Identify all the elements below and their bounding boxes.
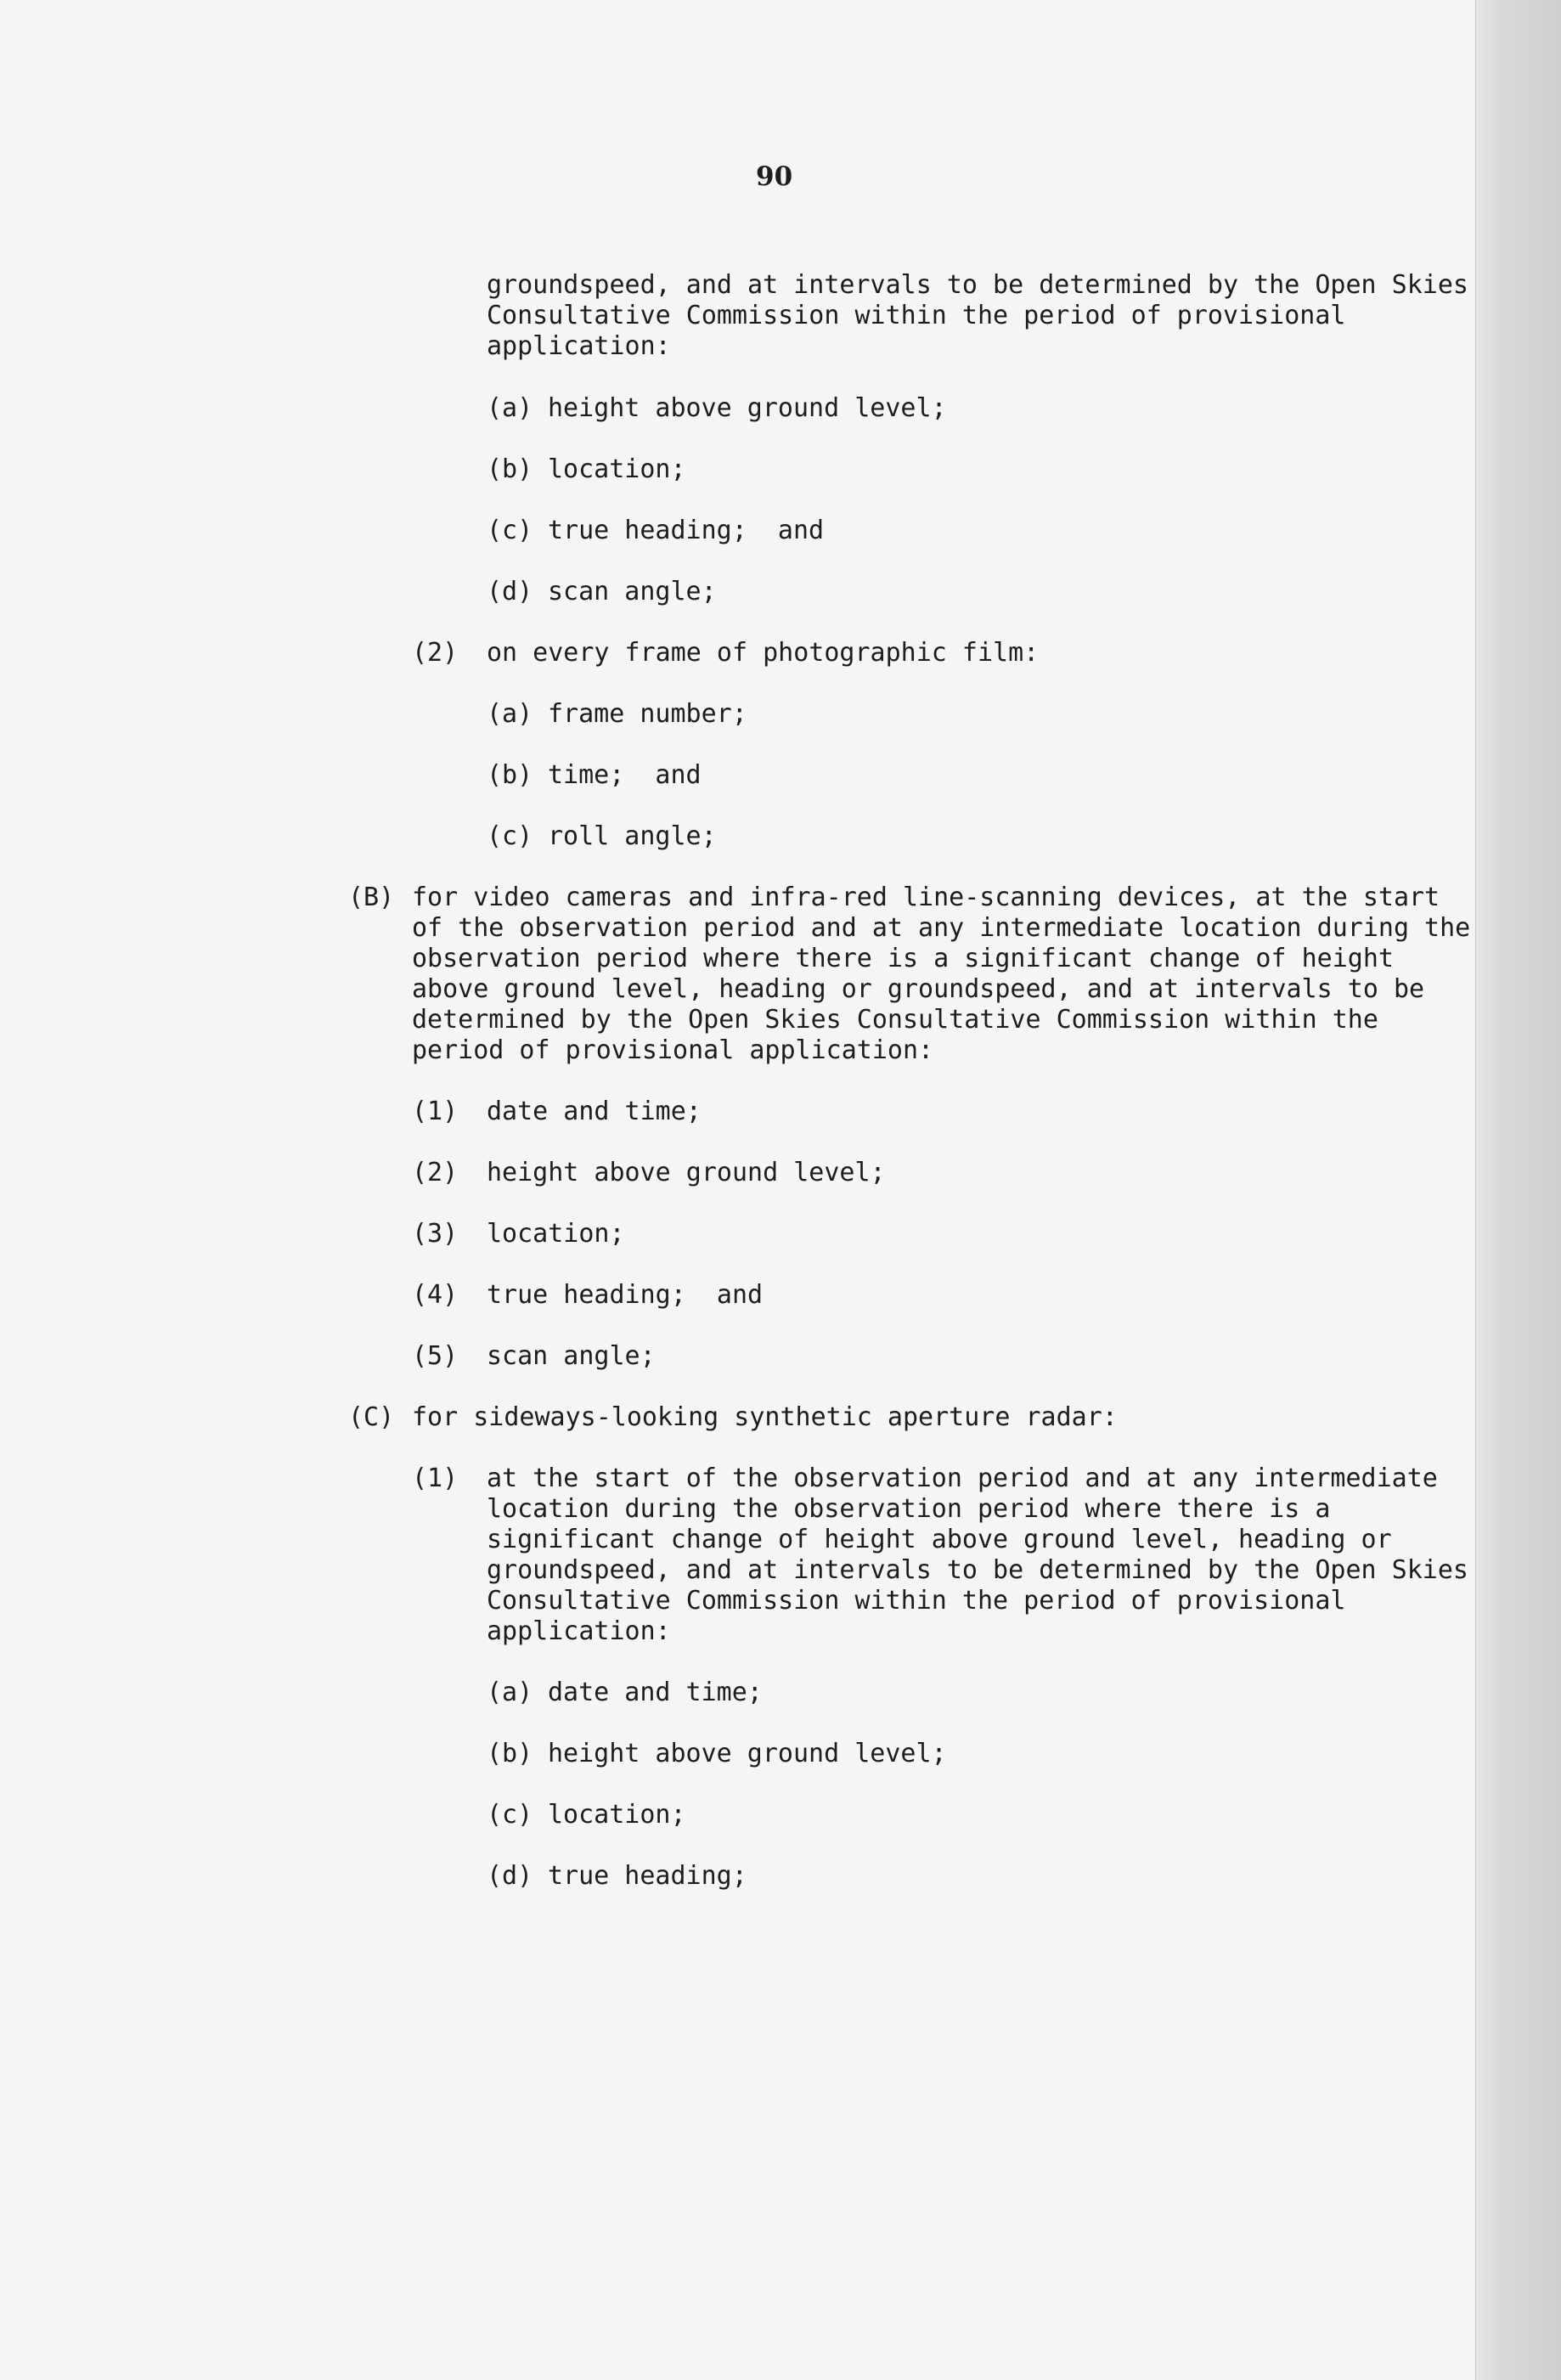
section-line: determined by the Open Skies Consultative Commission within the [412, 1005, 1378, 1035]
list-item-line: location during the observation period where there is a [487, 1494, 1331, 1524]
list-item-label: (d) [487, 1861, 533, 1891]
list-item-label: (2) [412, 638, 459, 668]
list-item-label: (4) [412, 1280, 459, 1310]
list-item-label: (1) [412, 1097, 459, 1126]
list-item-text: frame number; [548, 699, 747, 729]
list-item-text: location; [487, 1219, 625, 1249]
section-line: period of provisional application: [412, 1035, 934, 1065]
list-item-text: location; [548, 1800, 686, 1830]
adjacent-page-edge [1476, 0, 1561, 2380]
list-item-label: (b) [487, 1739, 533, 1768]
list-item-text: date and time; [487, 1097, 702, 1126]
list-item-text: true heading; and [487, 1280, 764, 1310]
section-label: (C) [348, 1402, 395, 1432]
list-item-label: (c) [487, 821, 533, 851]
list-item-line: at the start of the observation period and at any intermediate [487, 1464, 1438, 1493]
list-item-text: height above ground level; [548, 393, 947, 423]
intro-line: application: [487, 331, 671, 361]
section-line: of the observation period and at any intermediate location during the [412, 913, 1471, 943]
list-item-text: date and time; [548, 1678, 763, 1707]
list-item-label: (a) [487, 393, 533, 423]
section-line: above ground level, heading or groundspeed, and at intervals to be [412, 974, 1425, 1004]
list-item-label: (d) [487, 577, 533, 606]
list-item-line: significant change of height above ground level, heading or [487, 1525, 1392, 1554]
list-item-text: height above ground level; [487, 1158, 886, 1187]
intro-line: Consultative Commission within the period of provisional [487, 301, 1346, 330]
list-item-text: time; and [548, 760, 702, 790]
list-item-text: location; [548, 454, 686, 484]
list-item-text: on every frame of photographic film: [487, 638, 1040, 668]
list-item-text: roll angle; [548, 821, 717, 851]
list-item-text: scan angle; [487, 1341, 656, 1371]
list-item-label: (1) [412, 1464, 459, 1493]
list-item-text: scan angle; [548, 577, 717, 606]
section-line: for video cameras and infra-red line-scanning devices, at the start [412, 883, 1440, 912]
list-item-label: (2) [412, 1158, 459, 1187]
list-item-text: true heading; [548, 1861, 747, 1891]
list-item-label: (5) [412, 1341, 459, 1371]
list-item-label: (c) [487, 1800, 533, 1830]
list-item-line: Consultative Commission within the period of provisional [487, 1586, 1346, 1616]
list-item-label: (b) [487, 760, 533, 790]
list-item-label: (b) [487, 454, 533, 484]
list-item-text: height above ground level; [548, 1739, 947, 1768]
page-number: 90 [756, 161, 793, 192]
list-item-text: true heading; and [548, 516, 825, 545]
list-item-label: (c) [487, 516, 533, 545]
list-item-label: (3) [412, 1219, 459, 1249]
list-item-label: (a) [487, 699, 533, 729]
section-line: for sideways-looking synthetic aperture radar: [412, 1402, 1118, 1432]
section-line: observation period where there is a significant change of height [412, 944, 1394, 973]
intro-line: groundspeed, and at intervals to be determined by the Open Skies [487, 270, 1468, 300]
list-item-label: (a) [487, 1678, 533, 1707]
section-label: (B) [348, 883, 395, 912]
list-item-line: application: [487, 1616, 671, 1646]
list-item-line: groundspeed, and at intervals to be determined by the Open Skies [487, 1555, 1468, 1585]
